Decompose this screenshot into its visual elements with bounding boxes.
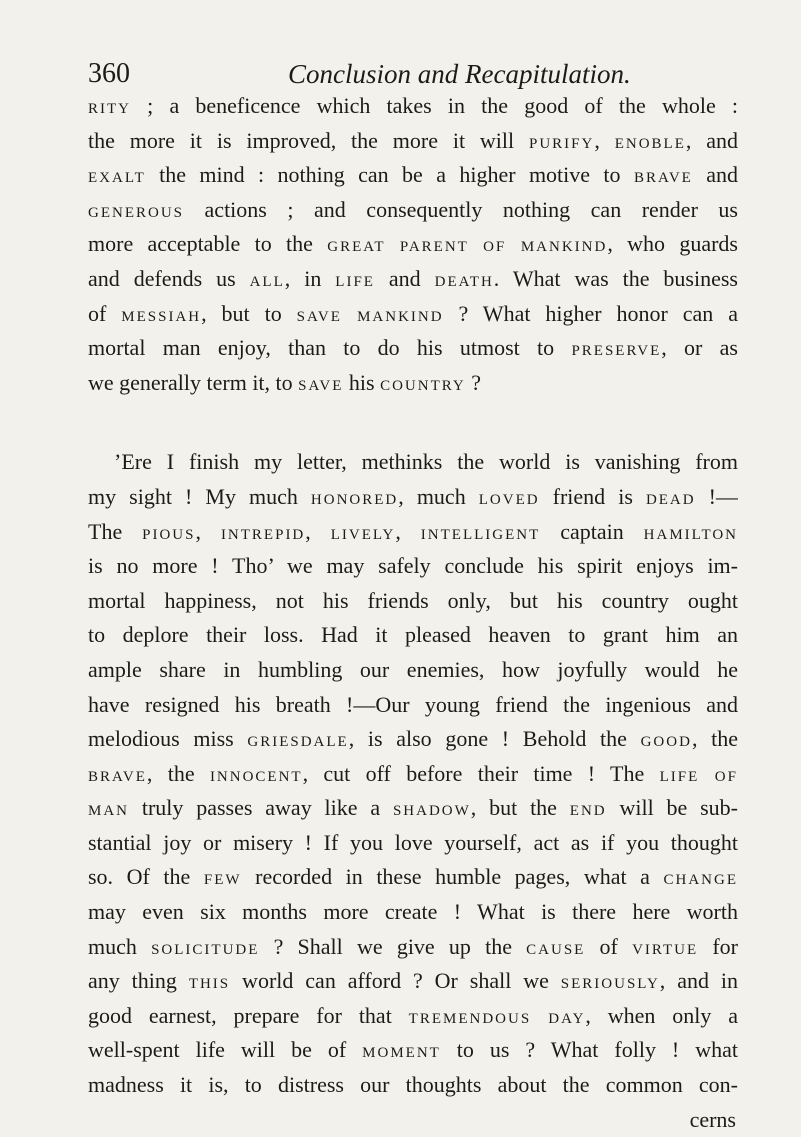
text-line — [88, 860, 738, 895]
text-line — [88, 158, 738, 193]
text-run: , — [594, 127, 615, 153]
text-line — [88, 1068, 738, 1103]
small-caps-word: INTELLIGENT — [420, 526, 541, 543]
text-run: , in — [284, 265, 336, 291]
paragraph-gap — [88, 400, 738, 445]
small-caps-word: INNOCENT — [209, 768, 303, 785]
text-run: world can afford ? Or shall we — [230, 968, 561, 994]
text-line — [88, 584, 738, 619]
text-line — [88, 1033, 738, 1068]
small-caps-word: DEATH — [434, 273, 494, 290]
catchword-text: cerns — [689, 1106, 736, 1132]
running-head: Conclusion and Recapitulation. — [288, 59, 631, 89]
small-caps-word: PURIFY — [529, 135, 595, 152]
text-line — [88, 124, 738, 159]
text-line — [88, 930, 738, 965]
text-run: may even six months more create ! What is there here worth — [88, 899, 738, 925]
text-run: , the — [146, 760, 210, 786]
text-run: !— — [695, 483, 738, 509]
small-caps-word: PIOUS — [142, 526, 196, 543]
text-run: captain — [540, 518, 644, 544]
small-caps-word: SAVE MANKIND — [296, 308, 444, 325]
small-caps-word: INTREPID — [220, 526, 306, 543]
text-run: ample share in humbling our enemies, how joyfully would he — [88, 656, 738, 682]
small-caps-word: MESSIAH — [121, 308, 202, 325]
text-run: , — [195, 518, 221, 544]
text-run: will be sub- — [606, 795, 738, 821]
text-run: my sight ! My much — [88, 483, 311, 509]
text-run: ; a beneficence which takes in the good of the whole : — [131, 93, 738, 118]
text-run: mortal happiness, not his friends only, but his country ought — [88, 587, 738, 613]
page-number: 360 — [88, 58, 130, 89]
small-caps-word: END — [569, 803, 607, 820]
text-run: , when only a — [585, 1002, 738, 1028]
text-run: , or as — [661, 335, 738, 361]
text-run: we generally term it, to — [88, 369, 299, 395]
text-run: to us ? What folly ! what — [440, 1037, 738, 1063]
small-caps-word: EXALT — [88, 170, 146, 187]
text-run: , and in — [659, 968, 738, 994]
text-run: ’Ere I finish my letter, methinks the world is vanishing from — [114, 449, 738, 475]
text-line — [88, 895, 738, 930]
small-caps-word: LIFE OF — [659, 768, 738, 785]
text-run: ? Shall we give up the — [259, 933, 527, 959]
small-caps-word: DEAD — [645, 491, 696, 508]
text-run: of — [88, 300, 122, 326]
small-caps-word: GENEROUS — [88, 204, 185, 221]
small-caps-word: SERIOUSLY — [560, 976, 660, 993]
small-caps-word: GREAT PARENT OF MANKIND — [327, 239, 608, 256]
small-caps-word: PRESERVE — [571, 343, 662, 360]
text-run: is no more ! Tho’ we may safely conclude his spirit enjoys im- — [88, 553, 738, 579]
text-line — [88, 618, 738, 653]
page-header — [88, 56, 728, 92]
text-run: madness it is, to distress our thoughts about the common con- — [88, 1072, 738, 1098]
small-caps-word: HONORED — [310, 491, 399, 508]
text-run: more acceptable to the — [88, 231, 328, 257]
text-run: any thing — [88, 968, 189, 994]
text-line — [88, 653, 738, 688]
text-line — [88, 331, 738, 366]
text-run: melodious miss — [88, 726, 248, 752]
small-caps-word: SAVE — [298, 377, 344, 394]
text-line — [88, 262, 738, 297]
text-run: , the — [691, 726, 738, 752]
small-caps-word: HAMILTON — [643, 526, 738, 543]
text-run: , is also gone ! Behold the — [348, 726, 641, 752]
small-caps-word: GOOD — [640, 734, 692, 751]
text-run: much — [88, 933, 152, 959]
text-run: good earnest, prepare for that — [88, 1002, 409, 1028]
catchword — [88, 1103, 738, 1137]
small-caps-word: LIFE — [335, 273, 375, 290]
text-run: and — [374, 265, 435, 291]
small-caps-word: VIRTUE — [632, 941, 699, 958]
text-run: , — [395, 518, 421, 544]
small-caps-word: ENOBLE — [614, 135, 686, 152]
small-caps-word: CAUSE — [526, 941, 586, 958]
text-line — [88, 757, 738, 792]
small-caps-word: CHANGE — [663, 872, 738, 889]
small-caps-word: THIS — [188, 976, 231, 993]
text-line — [88, 999, 738, 1034]
small-caps-word: BRAVE — [88, 768, 147, 785]
text-run: well-spent life will be of — [88, 1037, 363, 1063]
text-run: , who guards — [607, 231, 738, 257]
text-line — [88, 227, 738, 262]
text-line — [88, 722, 738, 757]
text-run: for — [698, 933, 738, 959]
small-caps-word: GRIESDALE — [247, 734, 349, 751]
small-caps-word: BRAVE — [633, 170, 693, 187]
text-run: actions ; and consequently nothing can render us — [184, 196, 738, 222]
text-run: to deplore their loss. Had it pleased heaven to grant him an — [88, 622, 738, 648]
text-run: have resigned his breath !—Our young friend the ingenious and — [88, 691, 738, 717]
text-run: ? What higher honor can a — [443, 300, 738, 326]
text-run: truly passes away like a — [129, 795, 393, 821]
text-run: so. Of the — [88, 864, 204, 890]
text-run: , much — [398, 483, 479, 509]
small-caps-word: MOMENT — [362, 1045, 441, 1062]
text-run: and — [692, 162, 738, 188]
text-line — [88, 688, 738, 723]
text-run: his — [343, 369, 381, 395]
small-caps-word: TREMENDOUS DAY — [408, 1010, 586, 1027]
text-line — [88, 445, 738, 480]
text-line — [88, 964, 738, 999]
text-run: stantial joy or misery ! If you love yourself, act as if you thought — [88, 829, 738, 855]
text-run: , but the — [470, 795, 570, 821]
small-caps-word: SHADOW — [392, 803, 471, 820]
small-caps-word: RITY — [88, 101, 131, 117]
text-line — [88, 515, 738, 550]
text-run: , — [305, 518, 331, 544]
text-run: , and — [685, 127, 738, 153]
text-run: and defends us — [88, 265, 250, 291]
body-text — [88, 89, 738, 1137]
text-run: , cut off before their time ! The — [302, 760, 660, 786]
text-run: ? — [465, 369, 482, 395]
small-caps-word: COUNTRY — [380, 377, 466, 394]
text-run: the more it is improved, the more it will — [88, 127, 529, 153]
text-line — [88, 480, 738, 515]
text-line — [88, 297, 738, 332]
small-caps-word: FEW — [203, 872, 242, 889]
small-caps-word: LOVED — [478, 491, 540, 508]
text-line — [88, 366, 738, 401]
text-run: of — [585, 933, 633, 959]
text-line — [88, 549, 738, 584]
small-caps-word: LIVELY — [330, 526, 396, 543]
small-caps-word: ALL — [249, 273, 285, 290]
text-run: mortal man enjoy, than to do his utmost to — [88, 335, 572, 361]
text-run: friend is — [539, 483, 646, 509]
text-run: recorded in these humble pages, what a — [241, 864, 664, 890]
text-line — [88, 791, 738, 826]
text-line — [88, 193, 738, 228]
text-run: , but to — [201, 300, 297, 326]
text-line — [88, 89, 738, 124]
text-line — [88, 826, 738, 861]
text-run: . What was the business — [493, 265, 738, 291]
small-caps-word: MAN — [88, 803, 130, 820]
small-caps-word: SOLICITUDE — [151, 941, 260, 958]
text-run: The — [88, 518, 143, 544]
text-run: the mind : nothing can be a higher motive to — [145, 162, 634, 188]
